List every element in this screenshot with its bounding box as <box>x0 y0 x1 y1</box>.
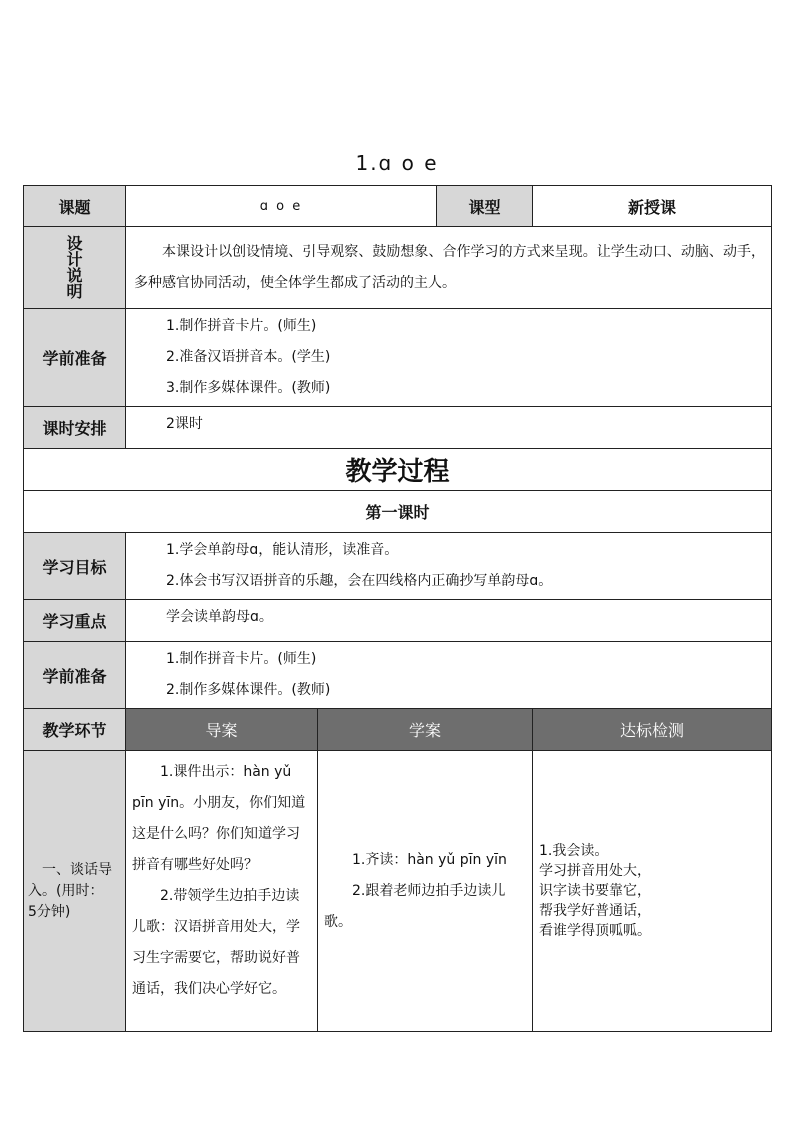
prep2-item: 1.制作拼音卡片。(师生) <box>166 651 317 667</box>
schedule-value: 2课时 <box>126 407 772 449</box>
phase1-check <box>533 751 772 1032</box>
schedule-label: 课时安排 <box>24 407 126 449</box>
prep-item: 2.准备汉语拼音本。(学生) <box>166 349 331 365</box>
design-label <box>24 227 126 309</box>
guide-paragraph: 1.课件出示：hàn yǔ pīn yīn。小朋友，你们知道这是什么吗？你们知道学习拼音有哪些好处吗？ <box>132 764 306 873</box>
phase1-label <box>24 751 126 1032</box>
goals-label: 学习目标 <box>24 533 126 600</box>
prep-item: 1.制作拼音卡片。(师生) <box>166 318 317 334</box>
design-label-char: 计 <box>66 249 83 269</box>
design-label-char: 说 <box>66 265 83 285</box>
prep-item: 3.制作多媒体课件。(教师) <box>166 380 331 396</box>
prep2-row <box>24 642 772 709</box>
lesson-type-label: 课型 <box>437 186 533 227</box>
study-paragraph: 1.齐读：hàn yǔ pīn yīn <box>352 851 507 868</box>
design-text: 本课设计以创设情境、引导观察、鼓励想象、合作学习的方式来呈现。让学生动口、动脑、动手，多种感官协同活动，使全体学生都成了活动的主人。 <box>126 227 772 309</box>
process-title: 教学过程 <box>24 449 772 491</box>
topic-value: ɑ o e <box>126 186 437 227</box>
lesson-type-value: 新授课 <box>533 186 772 227</box>
process-title-row <box>24 449 772 491</box>
goals-list <box>126 533 772 600</box>
header-study: 学案 <box>318 709 533 751</box>
design-label-char: 设 <box>66 233 83 253</box>
check-line: 学习拼音用处大， <box>539 863 651 879</box>
header-check: 达标检测 <box>533 709 772 751</box>
focus-row <box>24 600 772 642</box>
prep-label: 学前准备 <box>24 309 126 407</box>
phase1-guide <box>126 751 318 1032</box>
check-line: 识字读书要靠它， <box>539 883 651 899</box>
check-line: 帮我学好普通话， <box>539 903 651 919</box>
design-row <box>24 227 772 309</box>
goal-item: 2.体会书写汉语拼音的乐趣，会在四线格内正确抄写单韵母ɑ。 <box>166 573 553 589</box>
lesson-title: 第一课时 <box>24 491 772 533</box>
header-guide: 导案 <box>126 709 318 751</box>
goal-item: 1.学会单韵母ɑ，能认清形，读准音。 <box>166 542 399 558</box>
design-label-char: 明 <box>66 281 83 301</box>
guide-paragraph: 2.带领学生边拍手边读儿歌：汉语拼音用处大，学习生字需要它，帮助说好普通话，我们决心学好它。 <box>132 888 300 997</box>
prep2-item: 2.制作多媒体课件。(教师) <box>166 682 331 698</box>
phase1-label-line: 5分钟) <box>28 903 71 920</box>
table-header-row <box>24 709 772 751</box>
topic-row <box>24 186 772 227</box>
phase1-study <box>318 751 533 1032</box>
header-phase: 教学环节 <box>24 709 126 751</box>
goals-row <box>24 533 772 600</box>
phase1-label-line: 一、谈话导 <box>28 861 112 878</box>
focus-label: 学习重点 <box>24 600 126 642</box>
phase1-label-line: 入。(用时： <box>28 882 104 899</box>
study-paragraph: 2.跟着老师边拍手边读儿歌。 <box>324 882 506 930</box>
document-title: 1.ɑ o e <box>355 151 439 175</box>
lesson-plan-table <box>23 185 772 1032</box>
focus-value: 学会读单韵母ɑ。 <box>126 600 772 642</box>
lesson-title-row <box>24 491 772 533</box>
prep2-label: 学前准备 <box>24 642 126 709</box>
prep-list <box>126 309 772 407</box>
phase1-row <box>24 751 772 1032</box>
schedule-row <box>24 407 772 449</box>
topic-label: 课题 <box>24 186 126 227</box>
prep-row <box>24 309 772 407</box>
check-line: 看谁学得顶呱呱。 <box>539 923 651 939</box>
prep2-list <box>126 642 772 709</box>
check-line: 1.我会读。 <box>539 843 609 859</box>
